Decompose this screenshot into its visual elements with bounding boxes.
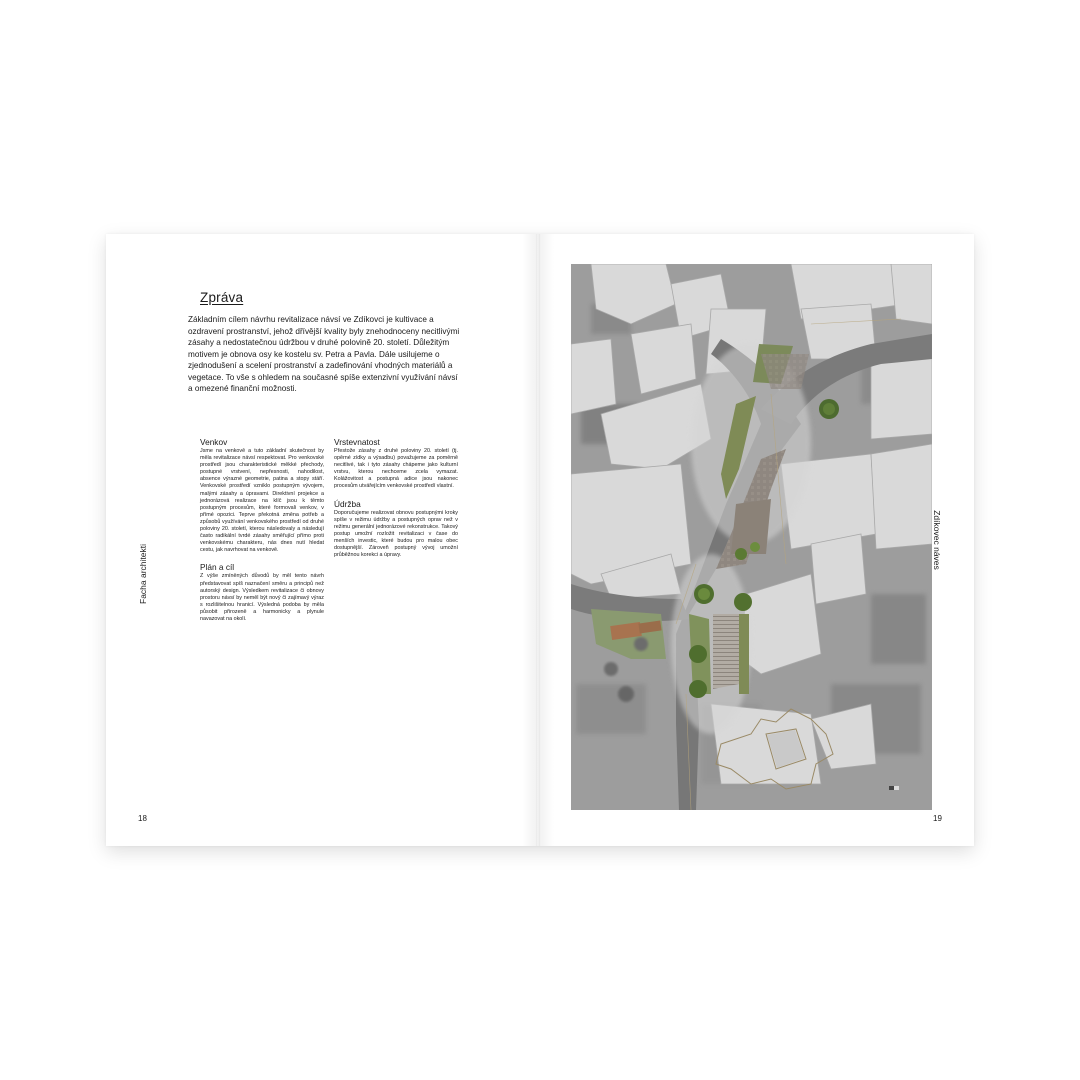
side-label-project: Zdíkovec náves <box>932 510 942 570</box>
site-plan-image <box>571 264 932 810</box>
section-text-udrzba: Doporučujeme realizovat obnovu postupnými kroky spíše v režimu údržby a postupných oprav než v režimu generální jednorázové rekonstrukce. Takový postup umožní rozložit revitalizaci v čase do menších investic, které budou pro malou obec dostupnější. Zároveň postupný vývoj umožní průběžnou korekci a úpravy. <box>334 509 458 559</box>
section-heading-vrstevnatost: Vrstevnatost <box>334 437 380 447</box>
text-column-1 <box>200 437 324 623</box>
section-text-venkov: Jsme na venkově a tuto základní skutečnost by měla revitalizace návsí respektovat. Pro venkovské prostředí jsou charakteristické měkké přechody, postupné vrstvení, nepřesnosti, nahodilost, absence výrazné geometrie, patina a stopy stáří. Venkovské prostředí vzniklo postupným vývojem, malými zásahy a úpravami. Direktivní projekce a jednorázová realizace na klíč jsou k těmto postupným procesům, které formovali venkov, v přímé opozici. Teprve překotná změna potřeb a způsobů využívání venkovského prostředí od druhé poloviny 20. století, kterou následovaly a následují často radikální tvrdé zásahy směřující přímo proti venkovskému charakteru, nás dnes nutí hledat cestu, jak navrhovat na venkově. <box>200 448 324 554</box>
section-heading-udrzba: Údržba <box>334 498 361 509</box>
page-fold-shade <box>540 234 554 846</box>
page-title: Zpráva <box>200 290 244 305</box>
section-text-plan: Z výše zmíněných důvodů by měl tento návrh představovat spíš naznačení směru a principů než autorský design. Výsledkem revitalizace či obnovy prostoru návsí by neměl být nový či zajímavý výraz s rozlišitelnou hranicí. Výsledná podoba by měla působit přirozeně a harmonicky a plynule navazovat na okolí. <box>200 573 324 622</box>
section-gap <box>200 554 324 562</box>
right-page <box>540 234 974 846</box>
left-page <box>106 234 536 846</box>
page-number-left: 18 <box>138 814 147 823</box>
page-fold-shade <box>522 234 536 846</box>
page-number-right: 19 <box>933 814 942 823</box>
north-arrow-marker <box>889 786 899 790</box>
section-text-vrstevnatost: Přestože zásahy z druhé poloviny 20. století (tj. opěrné zídky a výsadbu) považujeme za poměrně necitlivé, tak i tyto zásahy chápeme jako kulturní vrstvu, kterou nechceme zcela vymazat. Kolážovitost a postupná adice jsou nakonec procesům utvářejícím venkovské prostředí vlastní. <box>334 448 458 490</box>
section-heading-plan: Plán a cíl <box>200 562 235 573</box>
intro-text: Základním cílem návrhu revitalizace návsí ve Zdíkovci je kultivace a ozdravení prostranství, jehož dřívější kvality byly znehodnoceny necitlivými zásahy a nedostatečnou údržbou v druhé polovině 20. století. Důležitým motivem je obnova osy ke kostelu sv. Petra a Pavla. Dále usilujeme o zjednodušení a scelení prostranství a zadefinování vhodných materiálů a vegetace. To vše s ohledem na současné spíše extenzivní využívání návsí a omezené finanční možnosti. <box>188 315 460 393</box>
section-gap <box>334 491 458 499</box>
side-label-studio: Facha architekti <box>138 544 148 604</box>
site-plan-drawing <box>571 264 932 810</box>
section-heading-venkov: Venkov <box>200 437 228 447</box>
text-column-2 <box>334 437 458 559</box>
intro-paragraph <box>188 314 463 395</box>
